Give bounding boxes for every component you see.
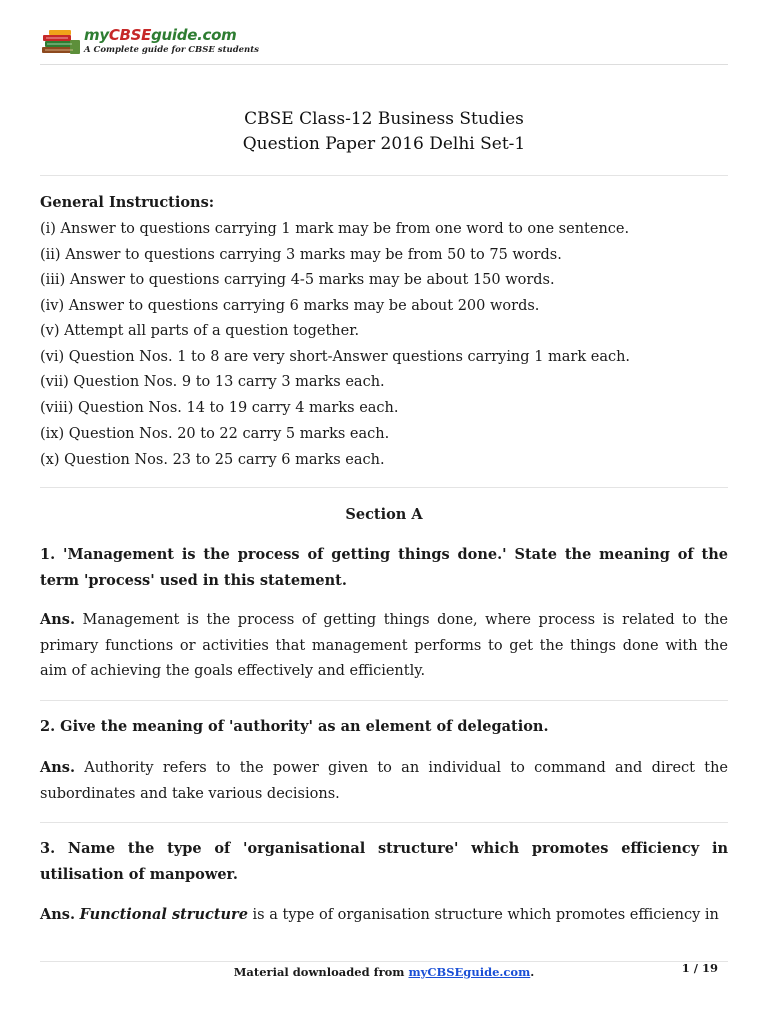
answer-3 [40, 902, 728, 929]
document-title-line1: CBSE Class-12 Business Studies [244, 109, 524, 129]
instruction-item: (vi) Question Nos. 1 to 8 are very short-Answer questions carrying 1 mark each. [40, 349, 631, 365]
answer-text: Authority refers to the power given to an individual to command and direct the subordinates and take various decisions. [40, 760, 729, 802]
instructions-heading: General Instructions: [40, 194, 215, 211]
answer-label: Ans. [40, 759, 76, 776]
document-title-line2: Question Paper 2016 Delhi Set-1 [242, 134, 526, 154]
instruction-item: (ix) Question Nos. 20 to 22 carry 5 marks each. [40, 426, 390, 442]
divider [40, 175, 728, 176]
answer-label: Ans. [40, 611, 76, 628]
answer-2 [40, 755, 728, 807]
answer-label: Ans. [40, 906, 76, 923]
instruction-item: (v) Attempt all parts of a question together. [40, 323, 360, 339]
answer-text: Management is the process of getting things done, where process is related to the primary functions or activities that management performs to get the things done with the aim of achieving the goals effectively and efficiently. [40, 612, 729, 679]
instruction-item: (viii) Question Nos. 14 to 19 carry 4 marks each. [40, 400, 399, 416]
answer-emphasis: Functional structure [79, 906, 248, 923]
instruction-item: (x) Question Nos. 23 to 25 carry 6 marks each. [40, 452, 385, 468]
footer-text: Material downloaded from myCBSEguide.com. [233, 965, 535, 979]
instruction-item: (i) Answer to questions carrying 1 mark may be from one word to one sentence. [40, 221, 630, 237]
divider [40, 700, 728, 701]
divider [40, 822, 728, 823]
question-1: 1. 'Management is the process of getting things done.' State the meaning of the term 'process' used in this statement. [40, 546, 728, 589]
page-number: 1 / 19 [681, 961, 718, 975]
footer-divider [40, 961, 728, 962]
logo-wordmark: myCBSEguide.com [84, 26, 237, 44]
divider [40, 487, 728, 488]
footer-link[interactable]: myCBSEguide.com [408, 965, 531, 979]
page-footer [40, 963, 728, 983]
page-header [40, 26, 728, 65]
question-2: 2. Give the meaning of 'authority' as an element of delegation. [40, 718, 549, 735]
section-title: Section A [345, 506, 423, 523]
instruction-item: (ii) Answer to questions carrying 3 marks may be from 50 to 75 words. [40, 247, 562, 263]
books-icon [40, 30, 82, 56]
instruction-item: (iv) Answer to questions carrying 6 marks may be about 200 words. [40, 298, 540, 314]
instruction-item: (iii) Answer to questions carrying 4-5 marks may be about 150 words. [40, 272, 555, 288]
instruction-item: (vii) Question Nos. 9 to 13 carry 3 marks each. [40, 374, 385, 390]
answer-text: is a type of organisation structure which promotes efficiency in [252, 907, 719, 923]
question-3: 3. Name the type of 'organisational structure' which promotes efficiency in utilisation of manpower. [40, 840, 728, 883]
site-logo[interactable] [40, 26, 259, 60]
logo-tagline: A Complete guide for CBSE students [84, 45, 259, 55]
answer-1 [40, 607, 728, 685]
